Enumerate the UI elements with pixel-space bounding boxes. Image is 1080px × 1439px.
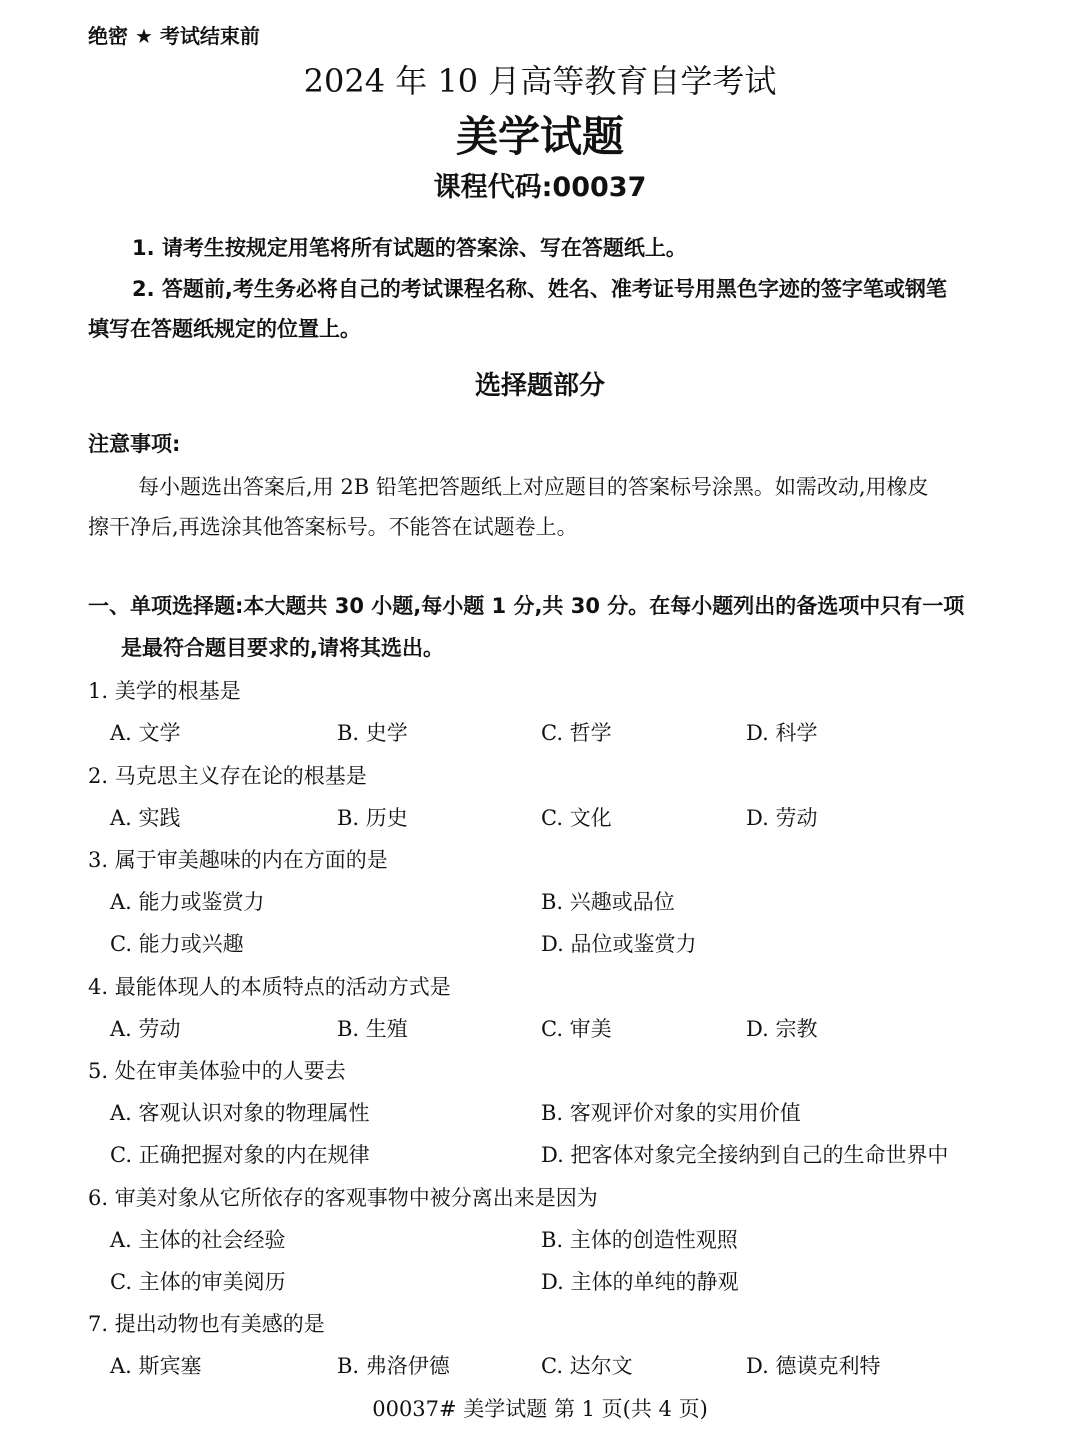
instruction-2-continued: 填写在答题纸规定的位置上。 [88,317,361,341]
option-a: A. 能力或鉴赏力 [110,890,265,914]
question-stem: 1. 美学的根基是 [88,679,241,703]
option-d: D. 品位或鉴赏力 [541,932,697,956]
question-stem: 5. 处在审美体验中的人要去 [88,1059,346,1083]
option-c: C. 哲学 [541,721,612,745]
option-b: B. 客观评价对象的实用价值 [541,1101,801,1125]
notice-line-1: 每小题选出答案后,用 2B 铅笔把答题纸上对应题目的答案标号涂黑。如需改动,用橡皮 [138,475,929,499]
option-c: C. 能力或兴趣 [110,932,244,956]
option-b: B. 历史 [337,806,408,830]
option-a: A. 斯宾塞 [110,1354,202,1378]
option-a: A. 文学 [110,721,181,745]
option-d: D. 主体的单纯的静观 [541,1270,739,1294]
option-a: A. 主体的社会经验 [110,1228,286,1252]
option-c: C. 审美 [541,1017,612,1041]
question-stem: 6. 审美对象从它所依存的客观事物中被分离出来是因为 [88,1186,598,1210]
question-stem: 7. 提出动物也有美感的是 [88,1312,325,1336]
option-c: C. 文化 [541,806,612,830]
option-c: C. 达尔文 [541,1354,633,1378]
option-c: C. 正确把握对象的内在规律 [110,1143,370,1167]
option-b: B. 史学 [337,721,408,745]
option-a: A. 劳动 [110,1017,181,1041]
course-code: 课程代码:00037 [433,172,647,203]
question-stem: 3. 属于审美趣味的内在方面的是 [88,848,388,872]
option-d: D. 科学 [746,721,818,745]
notice-line-2: 擦干净后,再选涂其他答案标号。不能答在试题卷上。 [88,515,578,539]
question-stem: 4. 最能体现人的本质特点的活动方式是 [88,975,451,999]
option-d: D. 宗教 [746,1017,818,1041]
option-b: B. 生殖 [337,1017,408,1041]
option-b: B. 主体的创造性观照 [541,1228,738,1252]
notice-label: 注意事项: [88,432,181,456]
part-one-heading-continued: 是最符合题目要求的,请将其选出。 [121,636,444,660]
option-c: C. 主体的审美阅历 [110,1270,286,1294]
option-a: A. 客观认识对象的物理属性 [110,1101,370,1125]
option-d: D. 把客体对象完全接纳到自己的生命世界中 [541,1143,949,1167]
option-d: D. 劳动 [746,806,818,830]
option-b: B. 弗洛伊德 [337,1354,450,1378]
subject-title: 美学试题 [455,112,624,161]
secret-mark: 绝密 ★ 考试结束前 [88,24,260,48]
part-one-heading: 一、单项选择题:本大题共 30 小题,每小题 1 分,共 30 分。在每小题列出的备选项中只有一项 [88,594,965,618]
exam-title: 2024 年 10 月高等教育自学考试 [303,62,777,100]
section-title: 选择题部分 [474,371,605,401]
option-a: A. 实践 [110,806,181,830]
instruction-2: 2. 答题前,考生务必将自己的考试课程名称、姓名、准考证号用黑色字迹的签字笔或钢笔 [132,277,947,301]
question-stem: 2. 马克思主义存在论的根基是 [88,764,367,788]
option-b: B. 兴趣或品位 [541,890,675,914]
instruction-1: 1. 请考生按规定用笔将所有试题的答案涂、写在答题纸上。 [132,236,687,260]
option-d: D. 德谟克利特 [746,1354,881,1378]
page-footer: 00037# 美学试题 第 1 页(共 4 页) [372,1397,708,1421]
